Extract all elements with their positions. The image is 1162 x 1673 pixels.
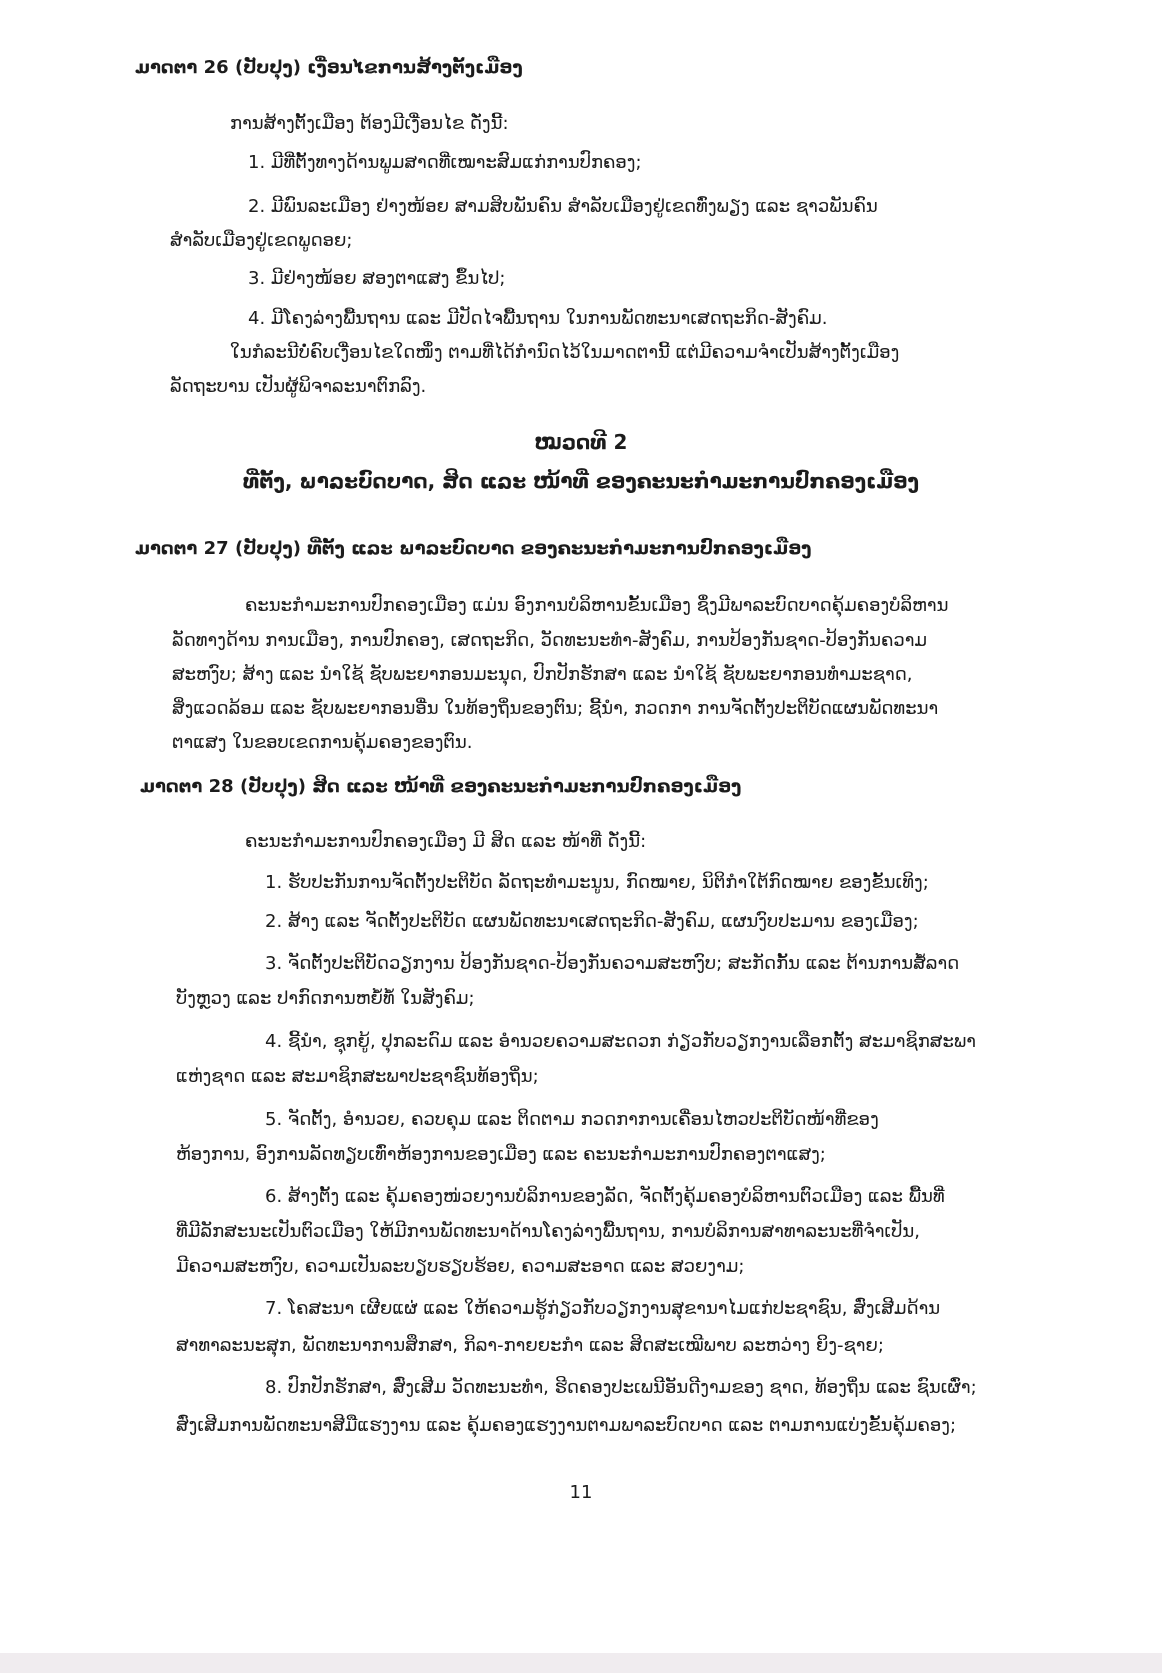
- article-26-heading: ມາດຕາ 26 (ປັບປຸງ) ເງື່ອນໄຂການສ້າງຕັ້ງເມືອງ: [135, 57, 523, 78]
- scan-edge: [0, 1653, 1162, 1673]
- article-28-line: 2. ສ້າງ ແລະ ຈັດຕັ້ງປະຕິບັດ ແຜນພັດທະນາເສດຖະກິດ-ສັງຄົມ, ແຜນງົບປະມານ ຂອງເມືອງ;: [265, 911, 919, 932]
- article-26-intro: ການສ້າງຕັ້ງເມືອງ ຕ້ອງມີເງື່ອນໄຂ ດັ່ງນີ້:: [230, 113, 509, 134]
- article-28-line: ທີ່ມີລັກສະນະເປັນຕົວເມືອງ ໃຫ້ມີການພັດທະນາດ້ານໂຄງລ່າງພື້ນຖານ, ການບໍລິການສາທາລະນະທີ່ຈໍາເປັນ,: [176, 1221, 921, 1242]
- article-28-line: ມີຄວາມສະຫງົບ, ຄວາມເປັນລະບຽບຮຽບຮ້ອຍ, ຄວາມສະອາດ ແລະ ສວຍງາມ;: [176, 1256, 745, 1277]
- article-26-item-4: 4. ມີໂຄງລ່າງພື້ນຖານ ແລະ ມີປັດໄຈພື້ນຖານ ໃນການພັດທະນາເສດຖະກິດ-ສັງຄົມ.: [248, 308, 828, 329]
- article-28-line: 5. ຈັດຕັ້ງ, ອໍານວຍ, ຄວບຄຸມ ແລະ ຕິດຕາມ ກວດກາການເຄື່ອນໄຫວປະຕິບັດໜ້າທີ່ຂອງ: [265, 1109, 879, 1130]
- article-26-item-3: 3. ມີຢ່າງໜ້ອຍ ສອງຕາແສງ ຂຶ້ນໄປ;: [248, 268, 506, 289]
- article-28-heading: ມາດຕາ 28 (ປັບປຸງ) ສິດ ແລະ ໜ້າທີ່ ຂອງຄະນະກໍາມະການປົກຄອງເມືອງ: [140, 776, 742, 797]
- article-27-line: ລັດທາງດ້ານ ການເມືອງ, ການປົກຄອງ, ເສດຖະກິດ, ວັດທະນະທໍາ-ສັງຄົມ, ການປ້ອງກັນຊາດ-ປ້ອງກັນຄວາມ: [172, 630, 928, 651]
- article-28-intro: ຄະນະກໍາມະການປົກຄອງເມືອງ ມີ ສິດ ແລະ ໜ້າທີ່ ດັ່ງນີ້:: [245, 831, 647, 852]
- article-28-line: ແຫ່ງຊາດ ແລະ ສະມາຊິກສະພາປະຊາຊົນທ້ອງຖິ່ນ;: [176, 1066, 539, 1087]
- article-28-line: ສົ່ງເສີມການພັດທະນາສີມືແຮງງານ ແລະ ຄຸ້ມຄອງແຮງງານຕາມພາລະບົດບາດ ແລະ ຕາມການແບ່ງຂັ້ນຄຸ້ມຄອງ;: [176, 1415, 957, 1436]
- article-28-line: 3. ຈັດຕັ້ງປະຕິບັດວຽກງານ ປ້ອງກັນຊາດ-ປ້ອງກັນຄວາມສະຫງົບ; ສະກັດກັ້ນ ແລະ ຕ້ານການສໍ້ລາດ: [265, 953, 960, 974]
- article-28-line: ບັງຫຼວງ ແລະ ປາກົດການຫຍໍ້ທໍ້ ໃນສັງຄົມ;: [176, 988, 475, 1009]
- article-26-closing: ໃນກໍລະນີບໍ່ຄົບເງື່ອນໄຂໃດໜຶ່ງ ຕາມທີ່ໄດ້ກໍານົດໄວ້ໃນມາດຕານີ້ ແຕ່ມີຄວາມຈໍາເປັນສ້າງຕັ້ງເມືອງ: [230, 342, 900, 363]
- section-heading: ທີ່ຕັ້ງ, ພາລະບົດບາດ, ສິດ ແລະ ໜ້າທີ່ ຂອງຄະນະກໍາມະການປົກຄອງເມືອງ: [243, 469, 919, 493]
- article-27-heading: ມາດຕາ 27 (ປັບປຸງ) ທີ່ຕັ້ງ ແລະ ພາລະບົດບາດ ຂອງຄະນະກໍາມະການປົກຄອງເມືອງ: [135, 538, 812, 559]
- article-27-line: ຕາແສງ ໃນຂອບເຂດການຄຸ້ມຄອງຂອງຕົນ.: [172, 732, 473, 753]
- article-26-item-1: 1. ມີທີ່ຕັ້ງທາງດ້ານພູມສາດທີ່ເໝາະສົມແກ່ການປົກຄອງ;: [248, 152, 642, 173]
- section-title: ໝວດທີ 2: [534, 430, 628, 454]
- article-27-line: ສິ່ງແວດລ້ອມ ແລະ ຊັບພະຍາກອນອື່ນ ໃນທ້ອງຖິ່ນຂອງຕົນ; ຊີ້ນໍາ, ກວດກາ ການຈັດຕັ້ງປະຕິບັດແຜນພັດທະນາ: [172, 698, 939, 719]
- article-28-line: 4. ຊີ້ນໍາ, ຊຸກຍູ້, ປຸກລະດົມ ແລະ ອໍານວຍຄວາມສະດວກ ກ່ຽວກັບວຽກງານເລືອກຕັ້ງ ສະມາຊິກສະພາ: [265, 1031, 976, 1052]
- article-28-line: ຫ້ອງການ, ອົງການລັດທຽບເທົ່າຫ້ອງການຂອງເມືອງ ແລະ ຄະນະກໍາມະການປົກຄອງຕາແສງ;: [176, 1144, 826, 1165]
- article-26-closing-cont: ລັດຖະບານ ເປັນຜູ້ພິຈາລະນາຕົກລົງ.: [170, 376, 427, 397]
- article-26-item-2: 2. ມີພົນລະເມືອງ ຢ່າງໜ້ອຍ ສາມສິບພັນຄົນ ສໍາລັບເມືອງຢູ່ເຂດທົ່ງພຽງ ແລະ ຊາວພັນຄົນ: [248, 196, 878, 217]
- article-26-item-2-cont: ສໍາລັບເມືອງຢູ່ເຂດພູດອຍ;: [170, 230, 353, 251]
- article-28-line: 7. ໂຄສະນາ ເຜີຍແຜ່ ແລະ ໃຫ້ຄວາມຮູ້ກ່ຽວກັບວຽກງານສຸຂານາໄມແກ່ປະຊາຊົນ, ສົ່ງເສີມດ້ານ: [265, 1298, 941, 1319]
- article-27-line: ຄະນະກໍາມະການປົກຄອງເມືອງ ແມ່ນ ອົງການບໍລິຫານຂັ້ນເມືອງ ຊຶ່ງມີພາລະບົດບາດຄຸ້ມຄອງບໍລິຫານ: [245, 595, 949, 616]
- page-number: 11: [569, 1482, 593, 1503]
- article-28-line: 1. ຮັບປະກັນການຈັດຕັ້ງປະຕິບັດ ລັດຖະທໍາມະນູນ, ກົດໝາຍ, ນິຕິກໍາໃຕ້ກົດໝາຍ ຂອງຂັ້ນເທິງ;: [265, 872, 929, 893]
- article-28-line: 6. ສ້າງຕັ້ງ ແລະ ຄຸ້ມຄອງໜ່ວຍງານບໍລິການຂອງລັດ, ຈັດຕັ້ງຄຸ້ມຄອງບໍລິຫານຕົວເມືອງ ແລະ ພື້ນທີ່: [265, 1186, 945, 1207]
- article-28-line: 8. ປົກປັກຮັກສາ, ສົ່ງເສີມ ວັດທະນະທໍາ, ຮີດຄອງປະເພນີອັນດີງາມຂອງ ຊາດ, ທ້ອງຖິ່ນ ແລະ ຊົນເຜົ່າ;: [265, 1377, 977, 1398]
- article-28-line: ສາທາລະນະສຸກ, ພັດທະນາການສຶກສາ, ກິລາ-ກາຍຍະກໍາ ແລະ ສິດສະເໝີພາບ ລະຫວ່າງ ຍິງ-ຊາຍ;: [176, 1335, 884, 1356]
- article-27-line: ສະຫງົບ; ສ້າງ ແລະ ນໍາໃຊ້ ຊັບພະຍາກອນມະນຸດ, ປົກປັກຮັກສາ ແລະ ນໍາໃຊ້ ຊັບພະຍາກອນທໍາມະຊາດ,: [172, 664, 913, 685]
